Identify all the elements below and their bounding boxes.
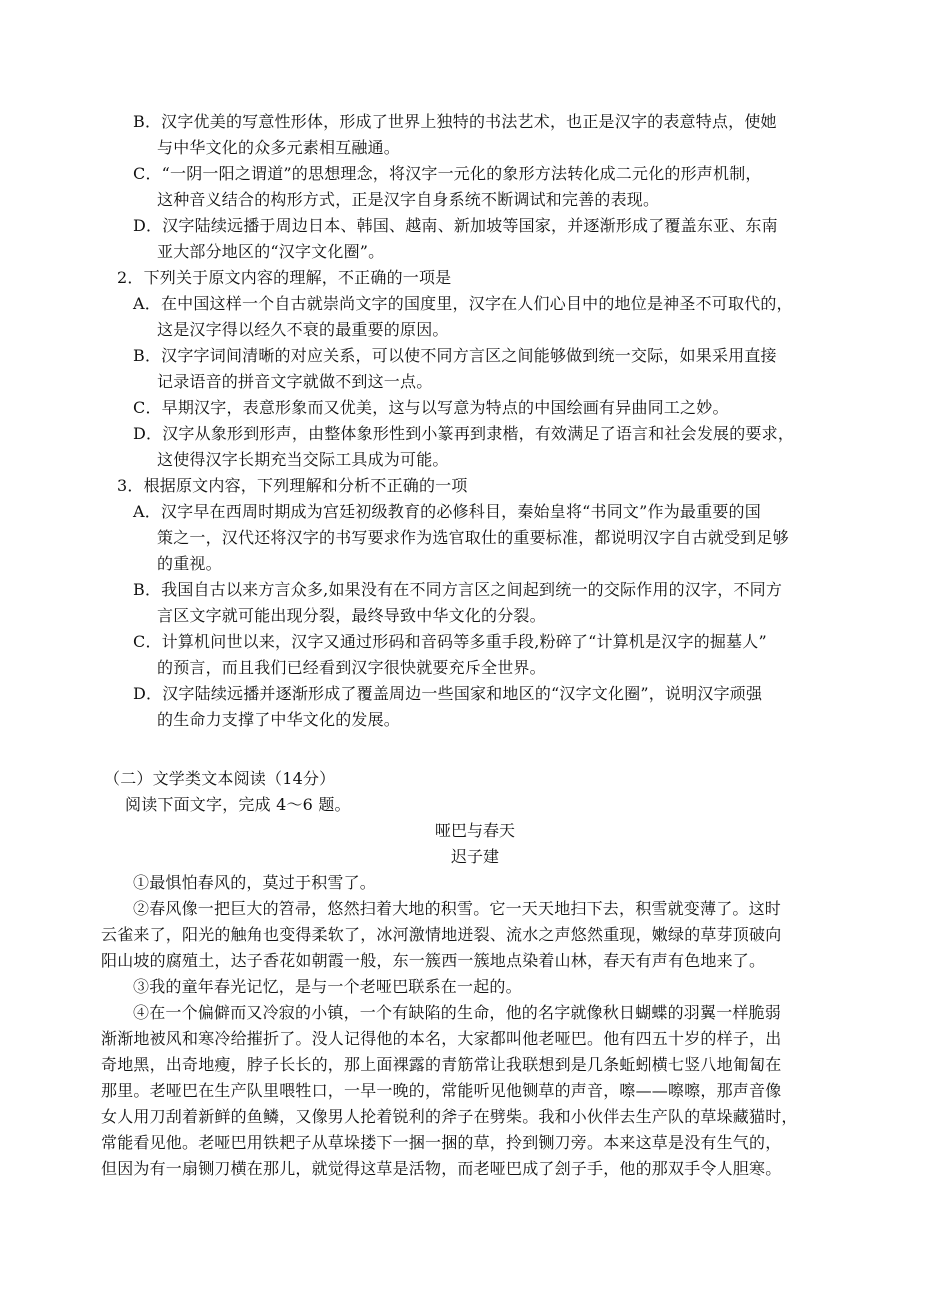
- q3-option-c-line2: 的预言，而且我们已经看到汉字很快就要充斥全世界。: [157, 658, 546, 677]
- section-instruction: 阅读下面文字，完成 4～6 题。: [125, 795, 351, 814]
- paragraph-2-line3: 阳山坡的腐殖土，达子香花如朝霞一般，东一簇西一簇地点染着山林，春天有声有色地来了。: [101, 951, 766, 970]
- paragraph-2-line2: 云雀来了，阳光的触角也变得柔软了，冰河激情地迸裂、流水之声悠然重现，嫩绿的草芽顶破向: [101, 925, 782, 944]
- q2-option-d-line2: 这使得汉字长期充当交际工具成为可能。: [157, 450, 449, 469]
- q3-option-d-line2: 的生命力支撑了中华文化的发展。: [157, 710, 401, 729]
- q2-option-b-line1: B．汉字字词间清晰的对应关系，可以使不同方言区之间能够做到统一交际，如果采用直接: [133, 346, 777, 365]
- q3-option-c-line1: C．计算机问世以来，汉字又通过形码和音码等多重手段,粉碎了“计算机是汉字的掘墓人”: [133, 632, 767, 651]
- q1-option-b-line2: 与中华文化的众多元素相互融通。: [157, 138, 401, 157]
- paragraph-4-line7: 但因为有一扇铡刀横在那儿，就觉得这草是活物，而老哑巴成了刽子手，他的那双手令人胆寒。: [101, 1159, 782, 1178]
- q3-option-b-line2: 言区文字就可能出现分裂，最终导致中华文化的分裂。: [157, 606, 546, 625]
- paragraph-4-line4: 那里。老哑巴在生产队里喂牲口，一早一晚的，常能听见他铡草的声音，嚓——嚓嚓，那声音像: [101, 1081, 782, 1100]
- paragraph-4-line2: 渐渐地被风和寒冷给摧折了。没人记得他的本名，大家都叫他老哑巴。他有四五十岁的样子，出: [101, 1029, 782, 1048]
- q3-option-a-line2: 策之一，汉代还将汉字的书写要求作为选官取仕的重要标准，都说明汉字自古就受到足够: [157, 528, 789, 547]
- q2-stem: 2．下列关于原文内容的理解，不正确的一项是: [117, 268, 452, 287]
- passage-title: 哑巴与春天: [434, 821, 515, 840]
- q2-option-a-line1: A．在中国这样一个自古就崇尚文字的国度里，汉字在人们心目中的地位是神圣不可取代的，: [133, 294, 793, 313]
- q1-option-c-line2: 这种音义结合的构形方式，正是汉字自身系统不断调试和完善的表现。: [157, 190, 660, 209]
- q3-option-a-line1: A．汉字早在西周时期成为宫廷初级教育的必修科目，秦始皇将“书同文”作为最重要的国: [133, 502, 761, 521]
- q3-option-d-line1: D．汉字陆续远播并逐渐形成了覆盖周边一些国家和地区的“汉字文化圈”，说明汉字顽强: [133, 684, 763, 703]
- q1-option-d-line2: 亚大部分地区的“汉字文化圈”。: [157, 242, 385, 261]
- q1-option-d-line1: D．汉字陆续远播于周边日本、韩国、越南、新加坡等国家，并逐渐形成了覆盖东亚、东南: [133, 216, 778, 235]
- q3-option-a-line3: 的重视。: [157, 554, 222, 573]
- paragraph-2-line1: ②春风像一把巨大的笤帚，悠然扫着大地的积雪。它一天天地扫下去，积雪就变薄了。这时: [133, 899, 782, 918]
- paragraph-4-line1: ④在一个偏僻而又冷寂的小镇，一个有缺陷的生命，他的名字就像秋日蝴蝶的羽翼一样脆弱: [133, 1003, 782, 1022]
- q1-option-b-line1: B．汉字优美的写意性形体，形成了世界上独特的书法艺术，也正是汉字的表意特点，使她: [133, 112, 777, 131]
- section-heading: （二）文学类文本阅读（14分）: [104, 769, 336, 788]
- paragraph-1-line1: ①最惧怕春风的，莫过于积雪了。: [133, 873, 377, 892]
- q2-option-a-line2: 这是汉字得以经久不衰的最重要的原因。: [157, 320, 449, 339]
- q1-option-c-line1: C．“一阴一阳之谓道”的思想理念，将汉字一元化的象形方法转化成二元化的形声机制，: [133, 164, 762, 183]
- paragraph-4-line3: 奇地黑，出奇地瘦，脖子长长的，那上面裸露的青筋常让我联想到是几条蚯蚓横七竖八地匍匐在: [101, 1055, 782, 1074]
- paragraph-4-line6: 常能看见他。老哑巴用铁耙子从草垛搂下一捆一捆的草，拎到铡刀旁。本来这草是没有生气的，: [101, 1133, 782, 1152]
- q2-option-b-line2: 记录语音的拼音文字就做不到这一点。: [157, 372, 433, 391]
- q3-stem: 3．根据原文内容，下列理解和分析不正确的一项: [117, 476, 468, 495]
- q2-option-d-line1: D．汉字从象形到形声，由整体象形性到小篆再到隶楷，有效满足了语言和社会发展的要求，: [133, 424, 795, 443]
- q3-option-b-line1: B．我国自古以来方言众多,如果没有在不同方言区之间起到统一的交际作用的汉字，不同方: [133, 580, 783, 599]
- q2-option-c-line1: C．早期汉字，表意形象而又优美，这与以写意为特点的中国绘画有异曲同工之妙。: [133, 398, 729, 417]
- paragraph-4-line5: 女人用刀刮着新鲜的鱼鳞，又像男人抡着锐利的斧子在劈柴。我和小伙伴去生产队的草垛藏猫时，: [101, 1107, 798, 1126]
- passage-author: 迟子建: [450, 847, 499, 866]
- paragraph-3-line1: ③我的童年春光记忆，是与一个老哑巴联系在一起的。: [133, 977, 522, 996]
